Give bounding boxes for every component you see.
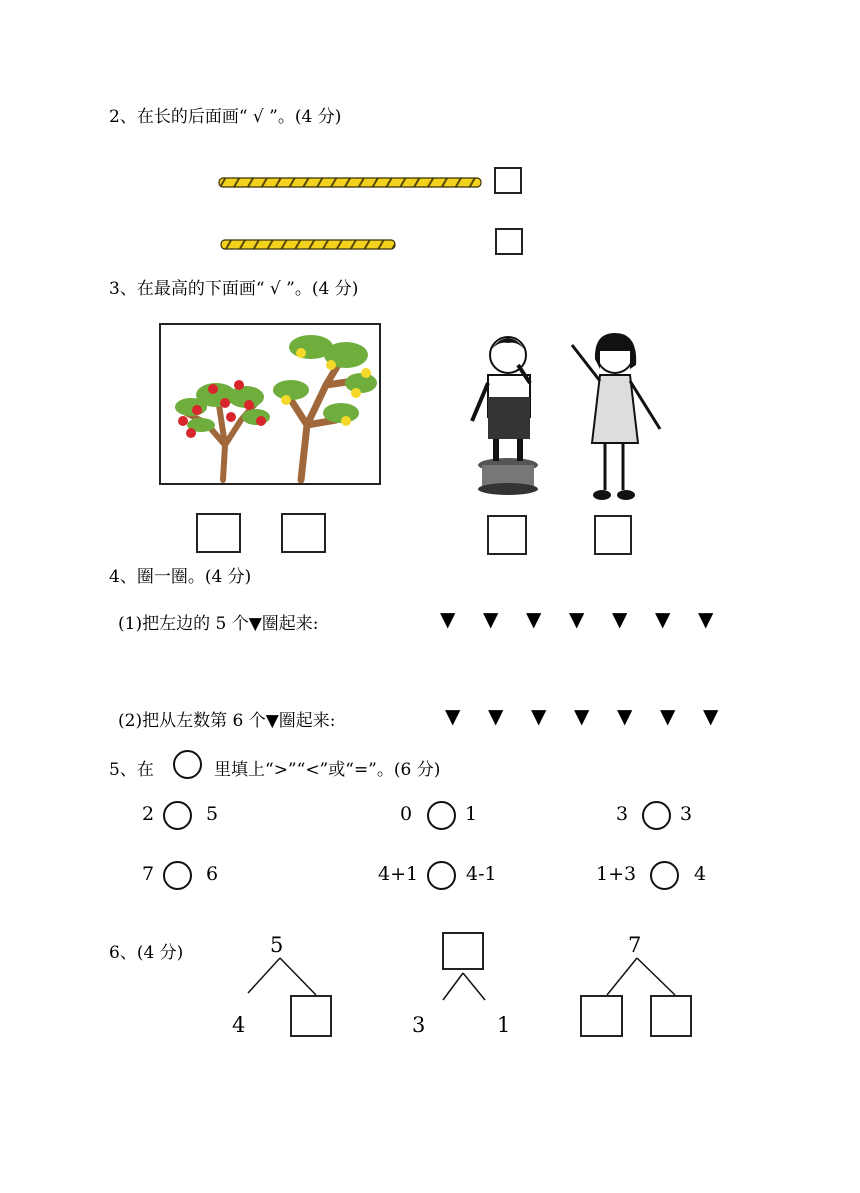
tree2-left-number: 3 bbox=[412, 1013, 426, 1037]
q4-item1-text: (1)把左边的 5 个▼圈起来: bbox=[118, 614, 319, 634]
triangle-row2-3[interactable]: ▼ bbox=[531, 704, 547, 728]
q5-pair5-right: 4-1 bbox=[466, 863, 497, 885]
q5-pair2-circle[interactable] bbox=[427, 801, 456, 830]
q5-example-circle bbox=[173, 750, 202, 779]
triangle-row1-1[interactable]: ▼ bbox=[440, 607, 456, 631]
triangle-row2-6[interactable]: ▼ bbox=[660, 704, 676, 728]
triangle-row2-2[interactable]: ▼ bbox=[488, 704, 504, 728]
ropes-illustration bbox=[215, 170, 485, 260]
q5-pair3-circle[interactable] bbox=[642, 801, 671, 830]
q5-pair3-left: 3 bbox=[616, 803, 629, 825]
answer-box-girl[interactable] bbox=[594, 515, 632, 555]
triangle-row1-7[interactable]: ▼ bbox=[698, 607, 714, 631]
q5-pair6-right: 4 bbox=[694, 863, 707, 885]
answer-box-boy[interactable] bbox=[487, 515, 527, 555]
q5-pair4-circle[interactable] bbox=[163, 861, 192, 890]
q5-pair2-left: 0 bbox=[400, 803, 413, 825]
tree1-branches bbox=[240, 955, 330, 1000]
tree2-right-number: 1 bbox=[497, 1013, 511, 1037]
answer-box-short-rope[interactable] bbox=[495, 228, 523, 255]
tree1-top-number: 5 bbox=[270, 933, 284, 957]
q5-pair4-left: 7 bbox=[142, 863, 155, 885]
triangle-row1-5[interactable]: ▼ bbox=[612, 607, 628, 631]
answer-box-tree-right[interactable] bbox=[281, 513, 326, 553]
children-illustration bbox=[460, 325, 670, 505]
q5-pair5-circle[interactable] bbox=[427, 861, 456, 890]
trees-picture-frame bbox=[159, 323, 381, 485]
q5-pair1-left: 2 bbox=[142, 803, 155, 825]
q2-title: 2、在长的后面画“ √ ”。(4 分) bbox=[109, 107, 342, 127]
answer-box-tree-left[interactable] bbox=[196, 513, 241, 553]
triangle-row2-4[interactable]: ▼ bbox=[574, 704, 590, 728]
triangle-row1-3[interactable]: ▼ bbox=[526, 607, 542, 631]
answer-box-long-rope[interactable] bbox=[494, 167, 522, 194]
q5-pair1-right: 5 bbox=[206, 803, 219, 825]
tree3-branches bbox=[595, 955, 695, 1000]
tree3-right-box[interactable] bbox=[650, 995, 692, 1037]
tree2-branches bbox=[440, 970, 490, 1005]
q5-pair3-right: 3 bbox=[680, 803, 693, 825]
q4-title: 4、圈一圈。(4 分) bbox=[109, 567, 252, 587]
short-rope bbox=[221, 240, 395, 249]
q6-title: 6、(4 分) bbox=[109, 943, 184, 963]
q5-pair6-circle[interactable] bbox=[650, 861, 679, 890]
q3-title: 3、在最高的下面画“ √ ”。(4 分) bbox=[109, 279, 359, 299]
boy-on-stool bbox=[472, 337, 538, 495]
tree1-right-box[interactable] bbox=[290, 995, 332, 1037]
q5-pair6-left: 1+3 bbox=[596, 863, 637, 885]
tree2-top-box[interactable] bbox=[442, 932, 484, 970]
triangle-row2-7[interactable]: ▼ bbox=[703, 704, 719, 728]
tree1-left-number: 4 bbox=[232, 1013, 246, 1037]
tree3-left-box[interactable] bbox=[580, 995, 623, 1037]
tree3-top-number: 7 bbox=[628, 933, 642, 957]
triangle-row1-6[interactable]: ▼ bbox=[655, 607, 671, 631]
q5-prefix: 5、在 bbox=[109, 760, 154, 780]
long-rope bbox=[219, 178, 481, 187]
q5-pair5-left: 4+1 bbox=[378, 863, 419, 885]
triangle-row2-1[interactable]: ▼ bbox=[445, 704, 461, 728]
q5-pair1-circle[interactable] bbox=[163, 801, 192, 830]
girl-standing bbox=[572, 333, 660, 500]
triangle-row1-4[interactable]: ▼ bbox=[569, 607, 585, 631]
q4-item2-text: (2)把从左数第 6 个▼圈起来: bbox=[118, 711, 336, 731]
trees-illustration bbox=[161, 325, 379, 483]
triangle-row2-5[interactable]: ▼ bbox=[617, 704, 633, 728]
q5-pair2-right: 1 bbox=[465, 803, 478, 825]
q5-pair4-right: 6 bbox=[206, 863, 219, 885]
triangle-row1-2[interactable]: ▼ bbox=[483, 607, 499, 631]
q5-suffix: 里填上“>”“<”或“=”。(6 分) bbox=[214, 760, 441, 780]
